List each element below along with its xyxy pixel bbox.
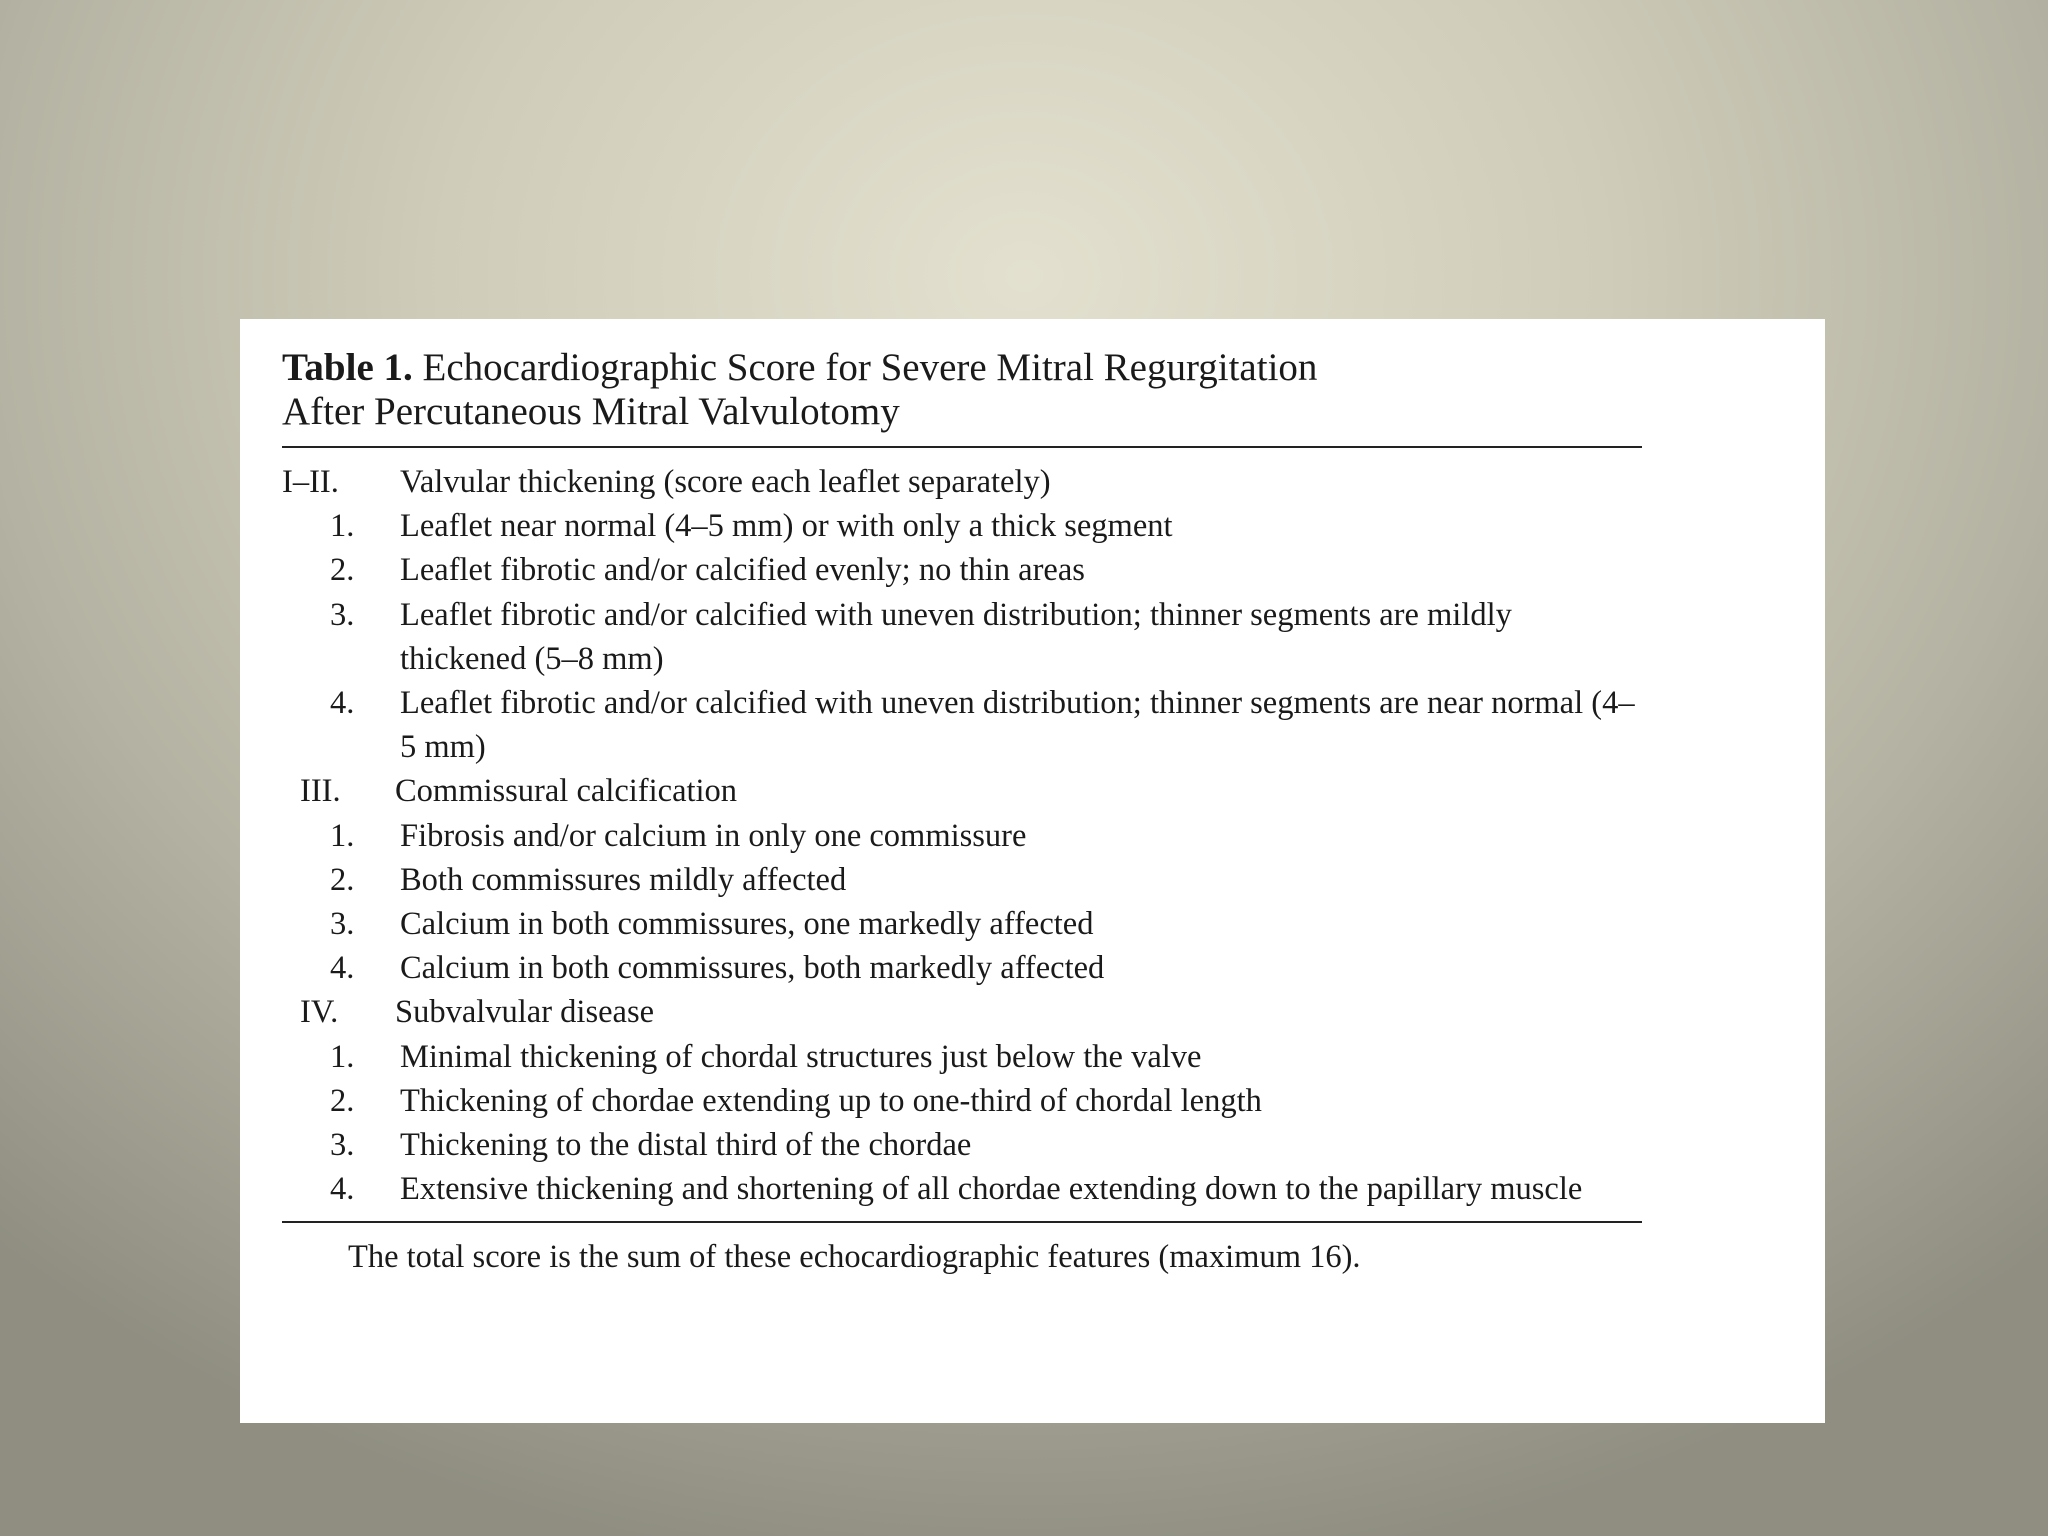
table-top-rule bbox=[282, 446, 1642, 448]
section-heading-subvalvular-disease bbox=[282, 990, 1642, 1034]
table-title-text: Echocardiographic Score for Severe Mitral Regurgitation bbox=[422, 346, 1318, 389]
table-footnote: The total score is the sum of these echocardiographic features (maximum 16). bbox=[348, 1239, 1361, 1276]
item-text: Extensive thickening and shortening of all chordae extending down to the papillary muscle bbox=[400, 1171, 1583, 1208]
item-number: 1. bbox=[330, 1038, 355, 1075]
item-number: 4. bbox=[330, 950, 355, 987]
list-item bbox=[282, 946, 1642, 990]
item-text: Leaflet fibrotic and/or calcified with uneven distribution; thinner segments are near normal (4–5 mm) bbox=[400, 685, 1635, 766]
item-number: 4. bbox=[330, 1171, 355, 1208]
list-item bbox=[282, 681, 1642, 769]
list-item bbox=[282, 814, 1642, 858]
item-number: 3. bbox=[330, 596, 355, 633]
table-bottom-rule bbox=[282, 1221, 1642, 1223]
table-content bbox=[282, 346, 1642, 1280]
section-heading-valvular-thickening bbox=[282, 460, 1642, 504]
section-numeral: IV. bbox=[300, 994, 339, 1031]
item-text: Both commissures mildly affected bbox=[400, 861, 847, 898]
item-text: Thickening to the distal third of the chordae bbox=[400, 1127, 972, 1164]
item-number: 2. bbox=[330, 1082, 355, 1119]
item-text: Calcium in both commissures, one markedly affected bbox=[400, 906, 1094, 943]
table-title-label: Table 1. bbox=[282, 346, 413, 389]
section-numeral: I–II. bbox=[282, 464, 339, 500]
item-number: 2. bbox=[330, 861, 355, 898]
table-title bbox=[282, 346, 1642, 434]
list-item bbox=[282, 1123, 1642, 1167]
list-item bbox=[282, 902, 1642, 946]
section-heading: Subvalvular disease bbox=[395, 994, 655, 1031]
table-title-line2: After Percutaneous Mitral Valvulotomy bbox=[282, 390, 900, 433]
item-text: Leaflet fibrotic and/or calcified with uneven distribution; thinner segments are mildly thickened (5–8 mm) bbox=[400, 596, 1512, 677]
section-numeral: III. bbox=[300, 773, 341, 810]
item-text: Leaflet fibrotic and/or calcified evenly; no thin areas bbox=[400, 552, 1085, 589]
item-text: Minimal thickening of chordal structures just below the valve bbox=[400, 1038, 1202, 1075]
item-text: Thickening of chordae extending up to one-third of chordal length bbox=[400, 1082, 1262, 1119]
section-heading: Valvular thickening (score each leaflet separately) bbox=[400, 464, 1051, 500]
list-item bbox=[282, 504, 1642, 548]
section-heading: Commissural calcification bbox=[395, 773, 738, 810]
list-item bbox=[282, 1079, 1642, 1123]
section-heading-commissural-calcification bbox=[282, 769, 1642, 813]
table-card bbox=[240, 319, 1825, 1423]
list-item bbox=[282, 593, 1642, 681]
item-text: Calcium in both commissures, both markedly affected bbox=[400, 950, 1105, 987]
item-text: Fibrosis and/or calcium in only one commissure bbox=[400, 817, 1027, 854]
item-text: Leaflet near normal (4–5 mm) or with only a thick segment bbox=[400, 508, 1173, 545]
list-item bbox=[282, 1035, 1642, 1079]
item-number: 3. bbox=[330, 1127, 355, 1164]
item-number: 1. bbox=[330, 817, 355, 854]
item-number: 1. bbox=[330, 508, 355, 545]
list-item bbox=[282, 858, 1642, 902]
item-number: 2. bbox=[330, 552, 355, 589]
item-number: 4. bbox=[330, 685, 355, 722]
score-list bbox=[282, 460, 1642, 1211]
list-item bbox=[282, 1167, 1642, 1211]
item-number: 3. bbox=[330, 906, 355, 943]
list-item bbox=[282, 548, 1642, 592]
